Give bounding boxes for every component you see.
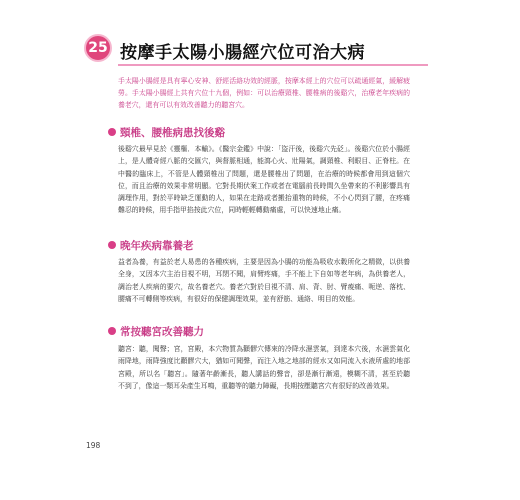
section-heading-text: 晚年疾病靠養老 bbox=[120, 240, 194, 252]
intro-paragraph: 手太陽小腸經是具有寧心安神、舒經活絡功效的經脈，按摩本經上的穴位可以疏通經氣，緩解疲勞。手太陽小腸經上共有穴位十九個，例如：可以治療頸椎、腰椎病的後谿穴，治療老年疾病的養老穴，還有可以有效改善聽力的聽宮穴。 bbox=[118, 77, 410, 109]
bullet-dot-icon bbox=[108, 327, 116, 335]
section-body-hearing: 聽宮：聽，聞聲；宮，宮殿，本穴物質為顴髎穴傳來的冷降水濕雲氣，到達本穴後，水濕雲氣化雨降地，雨降強度比顴髎穴大，猶如可聞聲，而注入地之地部的經水又如同流入水液所處的地部宮殿，所以名「聽宮」。隨著年齡漸長，聽人講話的聲音，卻是漸行漸遠，模糊不清，甚至於聽不到了，像這一類耳朵產生耳鳴，重聽等的聽力障礙，長期按壓聽宮穴有很好的改善效果。 bbox=[118, 345, 410, 390]
section-heading-text: 常按聽宮改善聽力 bbox=[120, 326, 204, 338]
chapter-number-badge: 25 bbox=[84, 34, 112, 62]
chapter-header bbox=[84, 34, 428, 62]
page-number: 198 bbox=[86, 441, 101, 450]
section-heading-elderly bbox=[108, 238, 194, 253]
section-heading-hearing bbox=[108, 324, 204, 339]
section-body-neck: 後谿穴最早見於《靈樞．本輸》。《醫宗金鑑》中說：「盜汗後，後谿穴先砭」。後谿穴位於小腸經上，是人體奇經八脈的交匯穴，與督脈相通，能瀉心火、壯陽氣，調頸椎、利眼目、正脊柱。在中醫的臨床上，不管是人體頸椎出了問題，還是腰椎出了問題，在治療的時候都會用到這個穴位，而且治療的效果非常明顯。它對長期伏案工作或者在電腦前長時間久坐帶來的不利影響具有調理作用，對於平時缺乏運動的人，如果在走路或者搬抬重物的時候，不小心閃到了腰，在疼痛難忍的時候，用手指甲掐按此穴位，同時輕輕轉動痛處，可以快速地止痛。 bbox=[118, 145, 410, 215]
section-heading-neck bbox=[108, 125, 225, 140]
section-body-elderly: 益者為養，有益於老人易患的各種疾病，主要是因為小腸的功能為吸收水穀所化之精微，以供養全身，又因本穴主治目視不明，耳閉不聞，肩臂疼痛，手不能上下自如等老年病，為供養老人，調治老人疾病的要穴，故名養老穴。養老穴對於目視不清、肩、背、肘、臂痠痛、呃逆、落枕、腰痛不可轉側等疾病，有很好的保健調理效果，並有舒筋、通絡、明目的效能。 bbox=[118, 258, 410, 303]
bullet-dot-icon bbox=[108, 128, 116, 136]
section-heading-text: 頸椎、腰椎病患找後谿 bbox=[120, 127, 225, 139]
bullet-dot-icon bbox=[108, 241, 116, 249]
title-underline bbox=[118, 64, 428, 66]
chapter-title: 按摩手太陽小腸經穴位可治大病 bbox=[120, 43, 365, 63]
